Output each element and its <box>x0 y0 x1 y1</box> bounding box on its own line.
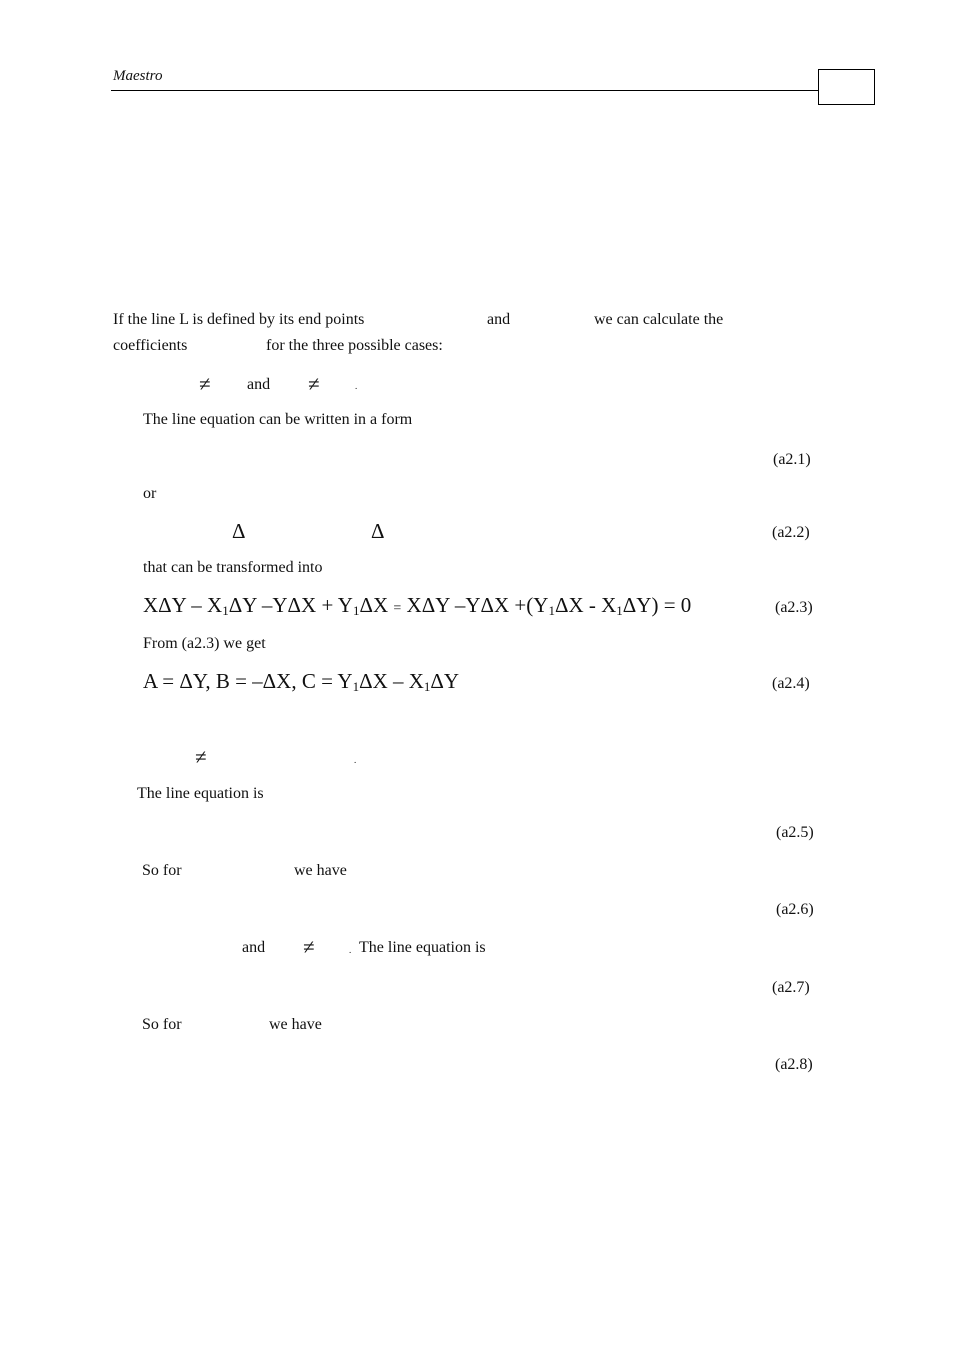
case3-dot: . <box>349 945 352 955</box>
equation-number-a2-2: (a2.2) <box>772 524 810 541</box>
case1-and: and <box>247 376 271 393</box>
delta-symbol-2: Δ <box>371 519 385 543</box>
line-equation-form-text: The line equation can be written in a form <box>143 411 413 428</box>
case3-neq: ≠ <box>303 935 315 959</box>
case1-neq-1: ≠ <box>199 372 211 396</box>
line-equation-is-text-2: The line equation is <box>359 939 486 956</box>
case2-dot: . <box>354 755 357 765</box>
case1-dot: . <box>355 381 358 391</box>
equation-number-a2-3: (a2.3) <box>775 599 813 616</box>
case2-neq: ≠ <box>195 745 207 769</box>
case1-neq-2: ≠ <box>308 372 320 396</box>
formula-a2-3: XΔY – $X_1\Delta Y$ $-Y\Delta X + Y_1\Delta X = X\Delta Y$ $-Y\Delta X +(Y_1\Delta X - X_1\Delta Y) = 0$ <box>143 593 692 618</box>
header-title: Maestro <box>113 68 163 84</box>
so-for-text-1: So for <box>142 862 182 879</box>
from-a2-3-text: From (a2.3) we get <box>143 635 266 652</box>
intro-text-2b: for the three possible cases: <box>266 337 443 354</box>
intro-text-1a: If the line L is defined by its end points <box>113 311 365 328</box>
equation-number-a2-1: (a2.1) <box>773 451 811 468</box>
header-rule <box>111 90 818 91</box>
we-have-text-1: we have <box>294 862 347 879</box>
equation-number-a2-8: (a2.8) <box>775 1056 813 1073</box>
intro-text-1b: and <box>487 311 511 328</box>
delta-symbol-1: Δ <box>232 519 246 543</box>
we-have-text-2: we have <box>269 1016 322 1033</box>
case3-and: and <box>242 939 266 956</box>
page-number-box <box>818 69 875 105</box>
intro-text-2a: coefficients <box>113 337 188 354</box>
intro-text-1c: we can calculate the <box>594 311 724 328</box>
formula-a2-4: A = ΔY, B = –ΔX, $C = Y_1\Delta X - X_1\Delta Y$ <box>143 669 460 694</box>
equation-number-a2-6: (a2.6) <box>776 901 814 918</box>
transformed-text: that can be transformed into <box>143 559 323 576</box>
so-for-text-2: So for <box>142 1016 182 1033</box>
equation-number-a2-4: (a2.4) <box>772 675 810 692</box>
or-text: or <box>143 485 157 502</box>
equation-number-a2-7: (a2.7) <box>772 979 810 996</box>
line-equation-is-text-1: The line equation is <box>137 785 264 802</box>
equation-number-a2-5: (a2.5) <box>776 824 814 841</box>
